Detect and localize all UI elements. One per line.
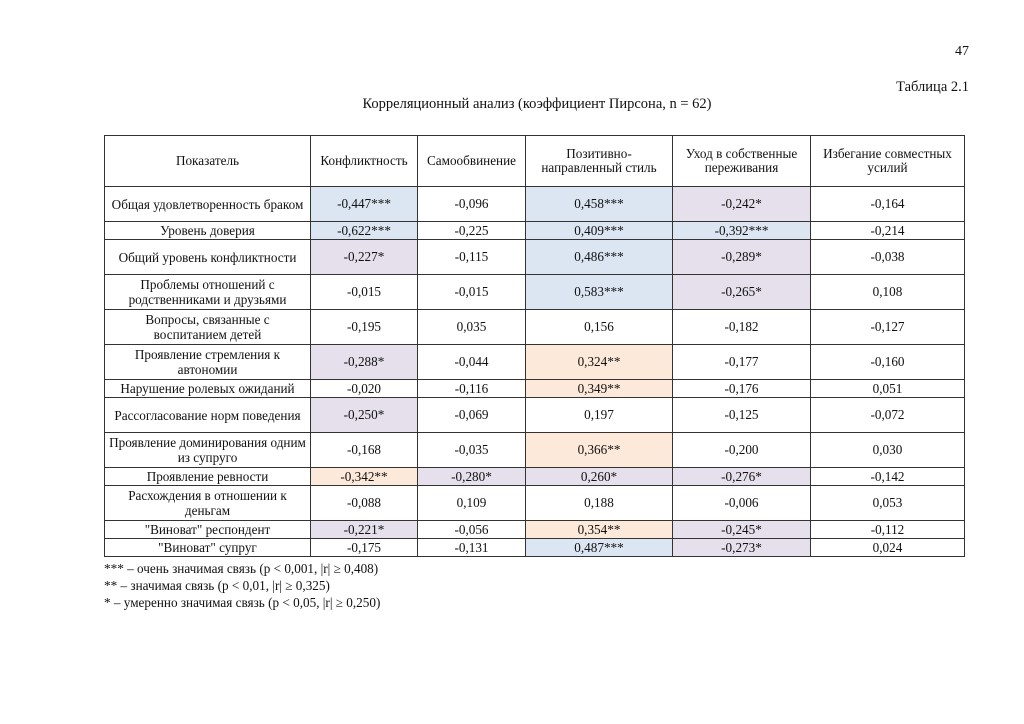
value-cell: 0,109 xyxy=(418,486,526,521)
value-cell: 0,349** xyxy=(526,380,673,398)
note-line: ** – значимая связь (p < 0,01, |r| ≥ 0,325) xyxy=(104,578,330,593)
value-cell: 0,035 xyxy=(418,310,526,345)
value-cell: -0,044 xyxy=(418,345,526,380)
table-row xyxy=(105,222,965,240)
value-cell: -0,020 xyxy=(311,380,418,398)
value-cell: -0,112 xyxy=(811,521,965,539)
value-cell: -0,176 xyxy=(673,380,811,398)
row-label: "Виноват" респондент xyxy=(105,521,311,539)
value-cell: -0,116 xyxy=(418,380,526,398)
table-row xyxy=(105,187,965,222)
value-cell: -0,182 xyxy=(673,310,811,345)
value-cell: -0,015 xyxy=(311,275,418,310)
value-cell: 0,108 xyxy=(811,275,965,310)
correlation-table xyxy=(104,135,965,557)
value-cell: -0,288* xyxy=(311,345,418,380)
table-row xyxy=(105,521,965,539)
value-cell: -0,177 xyxy=(673,345,811,380)
header-positive-style: Позитивно-направленный стиль xyxy=(526,136,673,187)
value-cell: 0,260* xyxy=(526,468,673,486)
value-cell: 0,583*** xyxy=(526,275,673,310)
row-label: Проявление доминирования одним из супруго xyxy=(105,433,311,468)
value-cell: -0,125 xyxy=(673,398,811,433)
value-cell: -0,056 xyxy=(418,521,526,539)
value-cell: 0,188 xyxy=(526,486,673,521)
row-label: Вопросы, связанные с воспитанием детей xyxy=(105,310,311,345)
value-cell: -0,276* xyxy=(673,468,811,486)
value-cell: 0,156 xyxy=(526,310,673,345)
value-cell: 0,486*** xyxy=(526,240,673,275)
value-cell: 0,409*** xyxy=(526,222,673,240)
value-cell: -0,127 xyxy=(811,310,965,345)
header-indicator: Показатель xyxy=(105,136,311,187)
value-cell: 0,197 xyxy=(526,398,673,433)
value-cell: -0,622*** xyxy=(311,222,418,240)
value-cell: -0,280* xyxy=(418,468,526,486)
value-cell: -0,088 xyxy=(311,486,418,521)
value-cell: 0,354** xyxy=(526,521,673,539)
value-cell: -0,035 xyxy=(418,433,526,468)
table-title: Корреляционный анализ (коэффициент Пирсона, n = 62) xyxy=(362,96,712,112)
value-cell: 0,324** xyxy=(526,345,673,380)
value-cell: -0,164 xyxy=(811,187,965,222)
value-cell: 0,487*** xyxy=(526,539,673,557)
header-conflict: Конфликтность xyxy=(311,136,418,187)
note-line: *** – очень значимая связь (p < 0,001, |r| ≥ 0,408) xyxy=(104,561,379,576)
value-cell: -0,115 xyxy=(418,240,526,275)
table-row xyxy=(105,380,965,398)
value-cell: -0,242* xyxy=(673,187,811,222)
row-label: Проблемы отношений с родственниками и друзьями xyxy=(105,275,311,310)
value-cell: -0,221* xyxy=(311,521,418,539)
table-row xyxy=(105,486,965,521)
header-self-blame: Самообвинение xyxy=(418,136,526,187)
value-cell: 0,053 xyxy=(811,486,965,521)
page-number: 47 xyxy=(955,44,969,59)
value-cell: -0,096 xyxy=(418,187,526,222)
row-label: Проявление стремления к автономии xyxy=(105,345,311,380)
row-label: Общая удовлетворенность браком xyxy=(105,187,311,222)
value-cell: -0,142 xyxy=(811,468,965,486)
value-cell: 0,458*** xyxy=(526,187,673,222)
value-cell: -0,195 xyxy=(311,310,418,345)
note-line: * – умеренно значимая связь (p < 0,05, |r| ≥ 0,250) xyxy=(104,595,381,610)
row-label: Общий уровень конфликтности xyxy=(105,240,311,275)
value-cell: -0,245* xyxy=(673,521,811,539)
value-cell: -0,200 xyxy=(673,433,811,468)
row-label: Уровень доверия xyxy=(105,222,311,240)
value-cell: -0,342** xyxy=(311,468,418,486)
table-row xyxy=(105,275,965,310)
value-cell: 0,051 xyxy=(811,380,965,398)
table-header-row xyxy=(105,136,965,187)
significance-notes xyxy=(104,560,380,611)
value-cell: 0,024 xyxy=(811,539,965,557)
value-cell: -0,069 xyxy=(418,398,526,433)
row-label: Нарушение ролевых ожиданий xyxy=(105,380,311,398)
value-cell: -0,168 xyxy=(311,433,418,468)
value-cell: 0,366** xyxy=(526,433,673,468)
row-label: Проявление ревности xyxy=(105,468,311,486)
table-row xyxy=(105,398,965,433)
value-cell: -0,038 xyxy=(811,240,965,275)
row-label: "Виноват" супруг xyxy=(105,539,311,557)
row-label: Рассогласование норм поведения xyxy=(105,398,311,433)
value-cell: -0,392*** xyxy=(673,222,811,240)
table-row xyxy=(105,345,965,380)
value-cell: -0,289* xyxy=(673,240,811,275)
value-cell: -0,227* xyxy=(311,240,418,275)
header-withdrawal: Уход в собственные переживания xyxy=(673,136,811,187)
value-cell: -0,072 xyxy=(811,398,965,433)
value-cell: -0,273* xyxy=(673,539,811,557)
row-label: Расхождения в отношении к деньгам xyxy=(105,486,311,521)
table-row xyxy=(105,539,965,557)
value-cell: -0,160 xyxy=(811,345,965,380)
table-row xyxy=(105,310,965,345)
value-cell: -0,250* xyxy=(311,398,418,433)
table-row xyxy=(105,240,965,275)
value-cell: -0,006 xyxy=(673,486,811,521)
value-cell: 0,030 xyxy=(811,433,965,468)
value-cell: -0,015 xyxy=(418,275,526,310)
header-avoidance: Избегание совместных усилий xyxy=(811,136,965,187)
table-label: Таблица 2.1 xyxy=(896,79,969,95)
value-cell: -0,265* xyxy=(673,275,811,310)
table-row xyxy=(105,468,965,486)
value-cell: -0,214 xyxy=(811,222,965,240)
value-cell: -0,447*** xyxy=(311,187,418,222)
value-cell: -0,175 xyxy=(311,539,418,557)
value-cell: -0,131 xyxy=(418,539,526,557)
value-cell: -0,225 xyxy=(418,222,526,240)
table-row xyxy=(105,433,965,468)
